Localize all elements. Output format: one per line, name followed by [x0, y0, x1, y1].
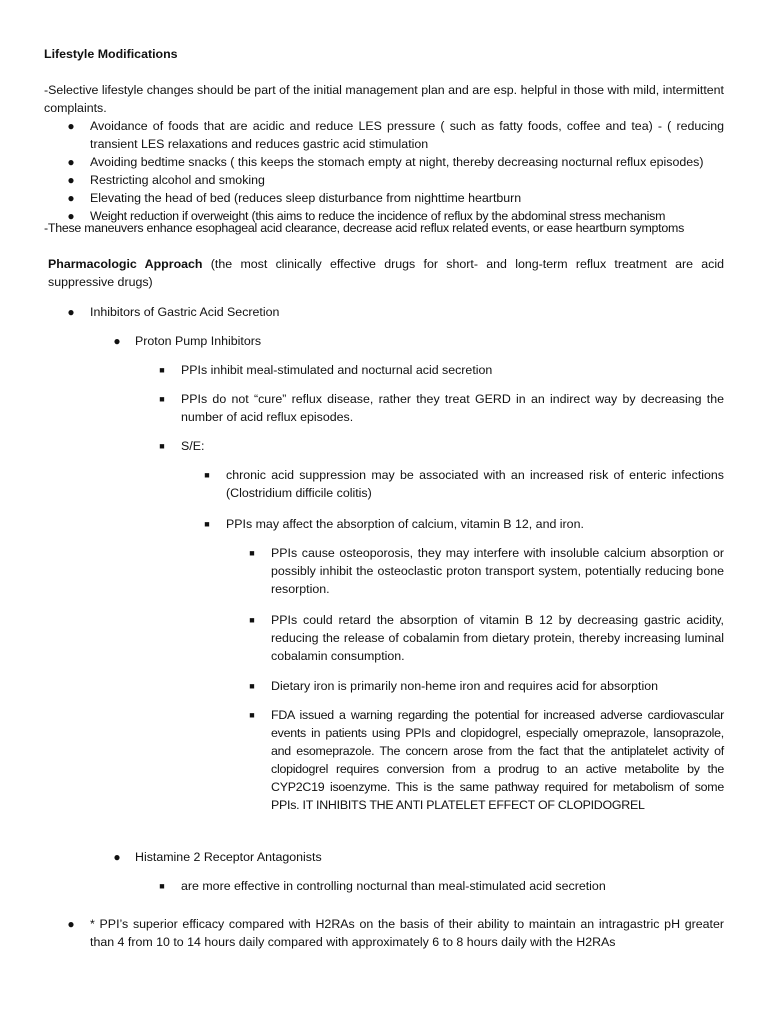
- list-item-ppi-inhibit: PPIs inhibit meal-stimulated and nocturnal acid secretion: [181, 363, 493, 377]
- list-item: ● Avoidance of foods that are acidic and reduce LES pressure ( such as fatty foods, coffee and tea) - ( reducing transient LES relaxations and reduces gastric acid stimulation: [67, 119, 724, 151]
- bullet-square: ■: [204, 519, 210, 529]
- list-item: ● Avoiding bedtime snacks ( this keeps the stomach empty at night, thereby decreasing nocturnal reflux episodes): [67, 155, 704, 169]
- bullet-square: ■: [204, 470, 210, 480]
- list-item-osteoporosis: PPIs cause osteoporosis, they may interfere with insoluble calcium absorption or possibly inhibit the osteoclastic proton transport system, potentially reducing bone resorption.: [271, 546, 724, 596]
- list-item-side-effects: S/E:: [181, 439, 205, 453]
- bullet-square: ■: [159, 365, 165, 375]
- list-item-b12: PPIs could retard the absorption of vitamin B 12 by decreasing gastric acidity, reducing the release of cobalamin from dietary protein, thereby increasing luminal cobalamin consumption.: [271, 613, 724, 663]
- bullet-disc: ●: [67, 191, 75, 205]
- bullet-square: ■: [249, 615, 255, 625]
- bullet-disc: ●: [67, 209, 75, 223]
- bullet-disc: ●: [67, 917, 75, 931]
- pharmacologic-paragraph: [48, 255, 724, 291]
- lifestyle-intro: -Selective lifestyle changes should be part of the initial management plan and are esp. helpful in those with mild, intermittent complaints.: [44, 83, 724, 115]
- lifestyle-list: [44, 117, 724, 225]
- bullet-disc: ●: [113, 850, 121, 864]
- list-item-h2: Histamine 2 Receptor Antagonists: [135, 850, 322, 864]
- bullet-disc: ●: [67, 119, 75, 133]
- pharmacologic-text: (the most clinically effective drugs for short- and long-term reflux treatment are acid suppressive drugs): [48, 257, 725, 289]
- bullet-square: ■: [159, 441, 165, 451]
- list-item-ppi: Proton Pump Inhibitors: [135, 334, 262, 348]
- section-heading-lifestyle: Lifestyle Modifications: [44, 47, 178, 61]
- pharmacologic-title: Pharmacologic Approach: [48, 257, 203, 271]
- bullet-square: ■: [249, 681, 255, 691]
- list-item-inhibitors: Inhibitors of Gastric Acid Secretion: [90, 305, 280, 319]
- list-item-fda-warning: FDA issued a warning regarding the potential for increased adverse cardiovascular events in patients using PPIs and clopidogrel, especially omeprazole, lansoprazole, and esomeprazole. The concern arose from the fact that the antiplatelet activity of clopidogrel requires conversion from a prodrug to an active metabolite by the CYP2C19 isoenzyme. This is the same pathway required for metabolism of some PPIs. IT INHIBITS THE ANTI PLATELET EFFECT OF CLOPIDOGREL: [271, 708, 724, 812]
- list-item: ● Weight reduction if overweight (this aims to reduce the incidence of reflux by the abdominal stress mechanism: [67, 209, 666, 223]
- list-item: ● Restricting alcohol and smoking: [67, 173, 265, 187]
- list-item-ppi-cure: PPIs do not “cure” reflux disease, rather they treat GERD in an indirect way by decreasing the number of acid reflux episodes.: [181, 392, 724, 424]
- bullet-disc: ●: [67, 173, 75, 187]
- list-item-iron: Dietary iron is primarily non-heme iron and requires acid for absorption: [271, 679, 659, 693]
- list-item-ppi-efficacy: * PPI’s superior efficacy compared with H2RAs on the basis of their ability to maintain an intragastric pH greater than 4 from 10 to 14 hours daily compared with approximately 6 to 8 hours daily with the H2RAs: [90, 917, 724, 949]
- lifestyle-outro: -These maneuvers enhance esophageal acid clearance, decrease acid reflux related events, or ease heartburn symptoms: [44, 221, 685, 235]
- bullet-square: ■: [159, 394, 165, 404]
- list-item-infection: chronic acid suppression may be associated with an increased risk of enteric infections (Clostridium difficile colitis): [226, 468, 724, 500]
- list-item: ● Elevating the head of bed (reduces sleep disturbance from nighttime heartburn: [67, 191, 522, 205]
- bullet-square: ■: [249, 710, 255, 720]
- bullet-disc: ●: [113, 334, 121, 348]
- bullet-disc: ●: [67, 305, 75, 319]
- bullet-square: ■: [159, 881, 165, 891]
- bullet-square: ■: [249, 548, 255, 558]
- bullet-disc: ●: [67, 155, 75, 169]
- list-item-absorption: PPIs may affect the absorption of calcium, vitamin B 12, and iron.: [226, 517, 584, 531]
- list-item-h2-effective: are more effective in controlling nocturnal than meal-stimulated acid secretion: [181, 879, 606, 893]
